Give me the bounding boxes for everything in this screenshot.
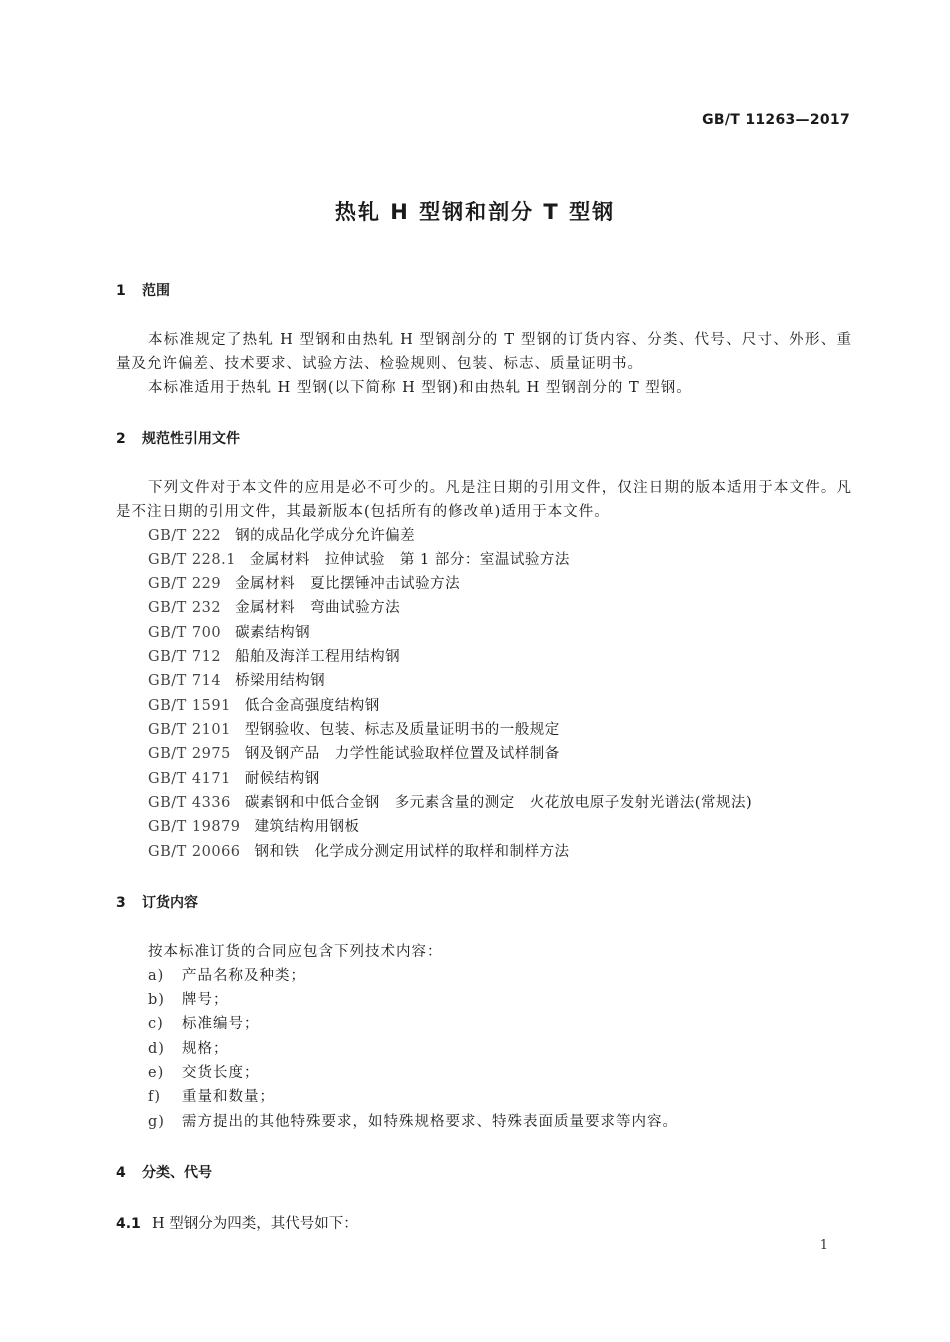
reference-code: GB/T 19879: [148, 819, 241, 835]
list-label: b): [148, 992, 165, 1008]
list-item: [148, 1037, 229, 1058]
section-number: 1: [116, 283, 126, 299]
section-4-heading: [116, 1162, 212, 1182]
reference-item: [148, 621, 310, 642]
list-text: 需方提出的其他特殊要求，如特殊规格要求、特殊表面质量要求等内容。: [182, 1114, 678, 1130]
reference-title: 型钢验收、包装、标志及质量证明书的一般规定: [244, 722, 560, 738]
list-text: 标准编号；: [182, 1016, 260, 1032]
reference-code: GB/T 4336: [148, 795, 231, 811]
reference-title: 金属材料 夏比摆锤冲击试验方法: [235, 576, 461, 592]
section-3-intro: 按本标准订货的合同应包含下列技术内容：: [148, 944, 443, 960]
section-title: 分类、代号: [142, 1165, 212, 1181]
section-title: 范围: [142, 283, 170, 299]
reference-item: [148, 718, 560, 739]
reference-item: [148, 767, 320, 788]
section-2-heading: [116, 428, 240, 448]
section-1-heading: [116, 280, 170, 300]
list-text: 重量和数量；: [182, 1089, 275, 1105]
reference-item: [148, 524, 415, 545]
reference-code: GB/T 20066: [148, 844, 241, 860]
reference-title: 建筑结构用钢板: [254, 819, 360, 835]
list-text: 牌号；: [182, 992, 229, 1008]
reference-item: [148, 596, 400, 617]
reference-item: [148, 742, 560, 763]
reference-code: GB/T 700: [148, 625, 222, 641]
reference-title: 钢及钢产品 力学性能试验取样位置及试样制备: [244, 746, 560, 762]
list-item: [148, 1110, 678, 1131]
list-item: [148, 1085, 275, 1106]
reference-title: 低合金高强度结构钢: [244, 698, 380, 714]
list-label: g): [148, 1114, 165, 1130]
page-number: 1: [819, 1238, 828, 1253]
list-item: [148, 1012, 260, 1033]
reference-title: 钢的成品化学成分允许偏差: [235, 528, 416, 544]
reference-code: GB/T 222: [148, 528, 222, 544]
section-2-paragraph: 下列文件对于本文件的应用是必不可少的。凡是注日期的引用文件，仅注日期的版本适用于本文件。凡是不注日期的引用文件，其最新版本(包括所有的修改单)适用于本文件。: [116, 480, 852, 520]
reference-item: [148, 669, 325, 690]
reference-code: GB/T 232: [148, 600, 222, 616]
reference-item: [148, 815, 360, 836]
section-3-heading: [116, 892, 198, 912]
list-label: f): [148, 1089, 162, 1105]
document-title: 热轧 H 型钢和剖分 T 型钢: [334, 200, 616, 224]
reference-title: 金属材料 拉伸试验 第 1 部分：室温试验方法: [249, 552, 570, 568]
reference-title: 桥梁用结构钢: [235, 673, 326, 689]
section-title: 规范性引用文件: [142, 431, 240, 447]
reference-item: [148, 694, 380, 715]
reference-title: 碳素结构钢: [235, 625, 311, 641]
reference-item: [148, 791, 752, 812]
list-label: a): [148, 968, 165, 984]
reference-title: 耐候结构钢: [244, 771, 320, 787]
list-item: [148, 964, 306, 985]
reference-title: 船舶及海洋工程用结构钢: [235, 649, 401, 665]
reference-item: [148, 572, 460, 593]
reference-code: GB/T 1591: [148, 698, 231, 714]
section-number: 2: [116, 431, 126, 447]
reference-title: 碳素钢和中低合金钢 多元素含量的测定 火花放电原子发射光谱法(常规法): [244, 795, 753, 811]
list-text: 规格；: [182, 1041, 229, 1057]
reference-code: GB/T 2101: [148, 722, 231, 738]
section-1-paragraph-1: 本标准规定了热轧 H 型钢和由热轧 H 型钢剖分的 T 型钢的订货内容、分类、代号、尺寸、外形、重量及允许偏差、技术要求、试验方法、检验规则、包装、标志、质量证明书。: [116, 332, 852, 372]
reference-code: GB/T 712: [148, 649, 222, 665]
reference-code: GB/T 4171: [148, 771, 231, 787]
list-label: c): [148, 1016, 164, 1032]
list-label: d): [148, 1041, 165, 1057]
list-text: 产品名称及种类；: [182, 968, 306, 984]
reference-code: GB/T 228.1: [148, 552, 236, 568]
reference-code: GB/T 714: [148, 673, 222, 689]
standard-code: GB/T 11263—2017: [702, 112, 850, 128]
list-item: [148, 988, 229, 1009]
reference-title: 钢和铁 化学成分测定用试样的取样和制样方法: [254, 844, 570, 860]
reference-code: GB/T 2975: [148, 746, 231, 762]
reference-title: 金属材料 弯曲试验方法: [235, 600, 401, 616]
reference-item: [148, 645, 400, 666]
reference-code: GB/T 229: [148, 576, 222, 592]
section-title: 订货内容: [142, 895, 198, 911]
section-number: 3: [116, 895, 126, 911]
list-label: e): [148, 1065, 165, 1081]
subsection-4-1: [116, 1212, 358, 1233]
section-1-paragraph-2: 本标准适用于热轧 H 型钢(以下简称 H 型钢)和由热轧 H 型钢剖分的 T 型钢。: [148, 380, 692, 396]
list-item: [148, 1061, 260, 1082]
subsection-number: 4.1: [116, 1216, 141, 1232]
section-number: 4: [116, 1165, 126, 1181]
list-text: 交货长度；: [182, 1065, 260, 1081]
subsection-text: H 型钢分为四类，其代号如下：: [152, 1216, 358, 1232]
reference-item: [148, 548, 570, 569]
reference-item: [148, 840, 570, 861]
